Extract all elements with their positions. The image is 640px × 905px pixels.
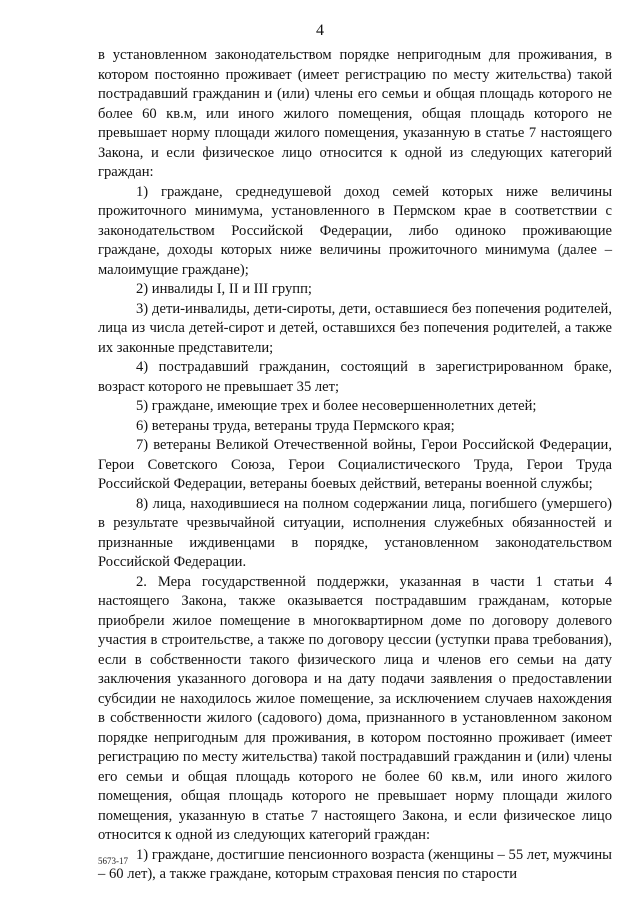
document-body — [98, 46, 612, 885]
paragraph-item-2: 2) инвалиды I, II и III групп; — [136, 281, 312, 297]
paragraph-item-8: 8) лица, находившиеся на полном содержании лица, погибшего (умершего) в результате чрезвычайной ситуации, исполнения служебных обязанностей и признанные иждивенцами в порядке, установленном законодательством Российской Федерации. — [98, 495, 612, 570]
paragraph-part-2: 2. Мера государственной поддержки, указанная в части 1 статьи 4 настоящего Закона, также оказывается пострадавшим гражданам, которые приобрели жилое помещение в многоквартирном доме по договору долевого участия в строительстве, а также по договору цессии (уступки права требования), если в собственности такого физического лица и членов его семьи на дату заключения указанного договора и на дату подачи заявления о предоставлении субсидии не находилось жилое помещение, за исключением случаев нахождения в собственности жилого (садового) дома, признанного в установленном законом порядке непригодным для проживания, в котором постоянно проживает (имеет регистрацию по месту жительства) такой пострадавший гражданин и (или) члены его семьи и общая площадь которого не более 60 кв.м, или иного жилого помещения, общая площадь которого не превышает норму площади жилого помещения, указанную в статье 7 настоящего Закона, и если физическое лицо относится к одной из следующих категорий граждан: — [98, 573, 612, 843]
document-code: 5673-17 — [98, 856, 128, 866]
paragraph-item-6: 6) ветераны труда, ветераны труда Пермского края; — [136, 417, 455, 434]
paragraph: в установленном законодательством порядке непригодным для проживания, в котором постоянно проживает (имеет регистрацию по месту жительства) такой пострадавший гражданин и (или) члены его семьи и общая площадь которого не более 60 кв.м, или иного жилого помещения, общая площадь которого не превышает норму площади жилого помещения, указанную в статье 7 настоящего Закона, и если физическое лицо относится к одной из следующих категорий граждан: — [98, 47, 612, 180]
page-number: 4 — [316, 22, 324, 39]
paragraph-item-7: 7) ветераны Великой Отечественной войны, Герои Российской Федерации, Герои Советского Союза, Герои Социалистического Труда, Герои Труда Российской Федерации, ветераны боевых действий, ветераны военной службы; — [98, 437, 612, 492]
paragraph-part-2-item-1: 1) граждане, достигшие пенсионного возраста (женщины – 55 лет, мужчины – 60 лет), а также граждане, которым страховая пенсия по старости — [98, 846, 612, 882]
paragraph-item-3: 3) дети-инвалиды, дети-сироты, дети, оставшиеся без попечения родителей, лица из числа детей-сирот и детей, оставшихся без попечения родителей, а также их законные представители; — [98, 300, 612, 356]
paragraph-item-1: 1) граждане, среднедушевой доход семей которых ниже величины прожиточного минимума, установленного в Пермском крае в соответствии с законодательством Российской Федерации, либо одиноко проживающие граждане, доходы которых ниже величины прожиточного минимума (далее – малоимущие граждане); — [98, 183, 612, 278]
paragraph-item-4: 4) пострадавший гражданин, состоящий в зарегистрированном браке, возраст которого не превышает 35 лет; — [98, 359, 612, 395]
paragraph-item-5: 5) граждане, имеющие трех и более несовершеннолетних детей; — [136, 398, 537, 414]
